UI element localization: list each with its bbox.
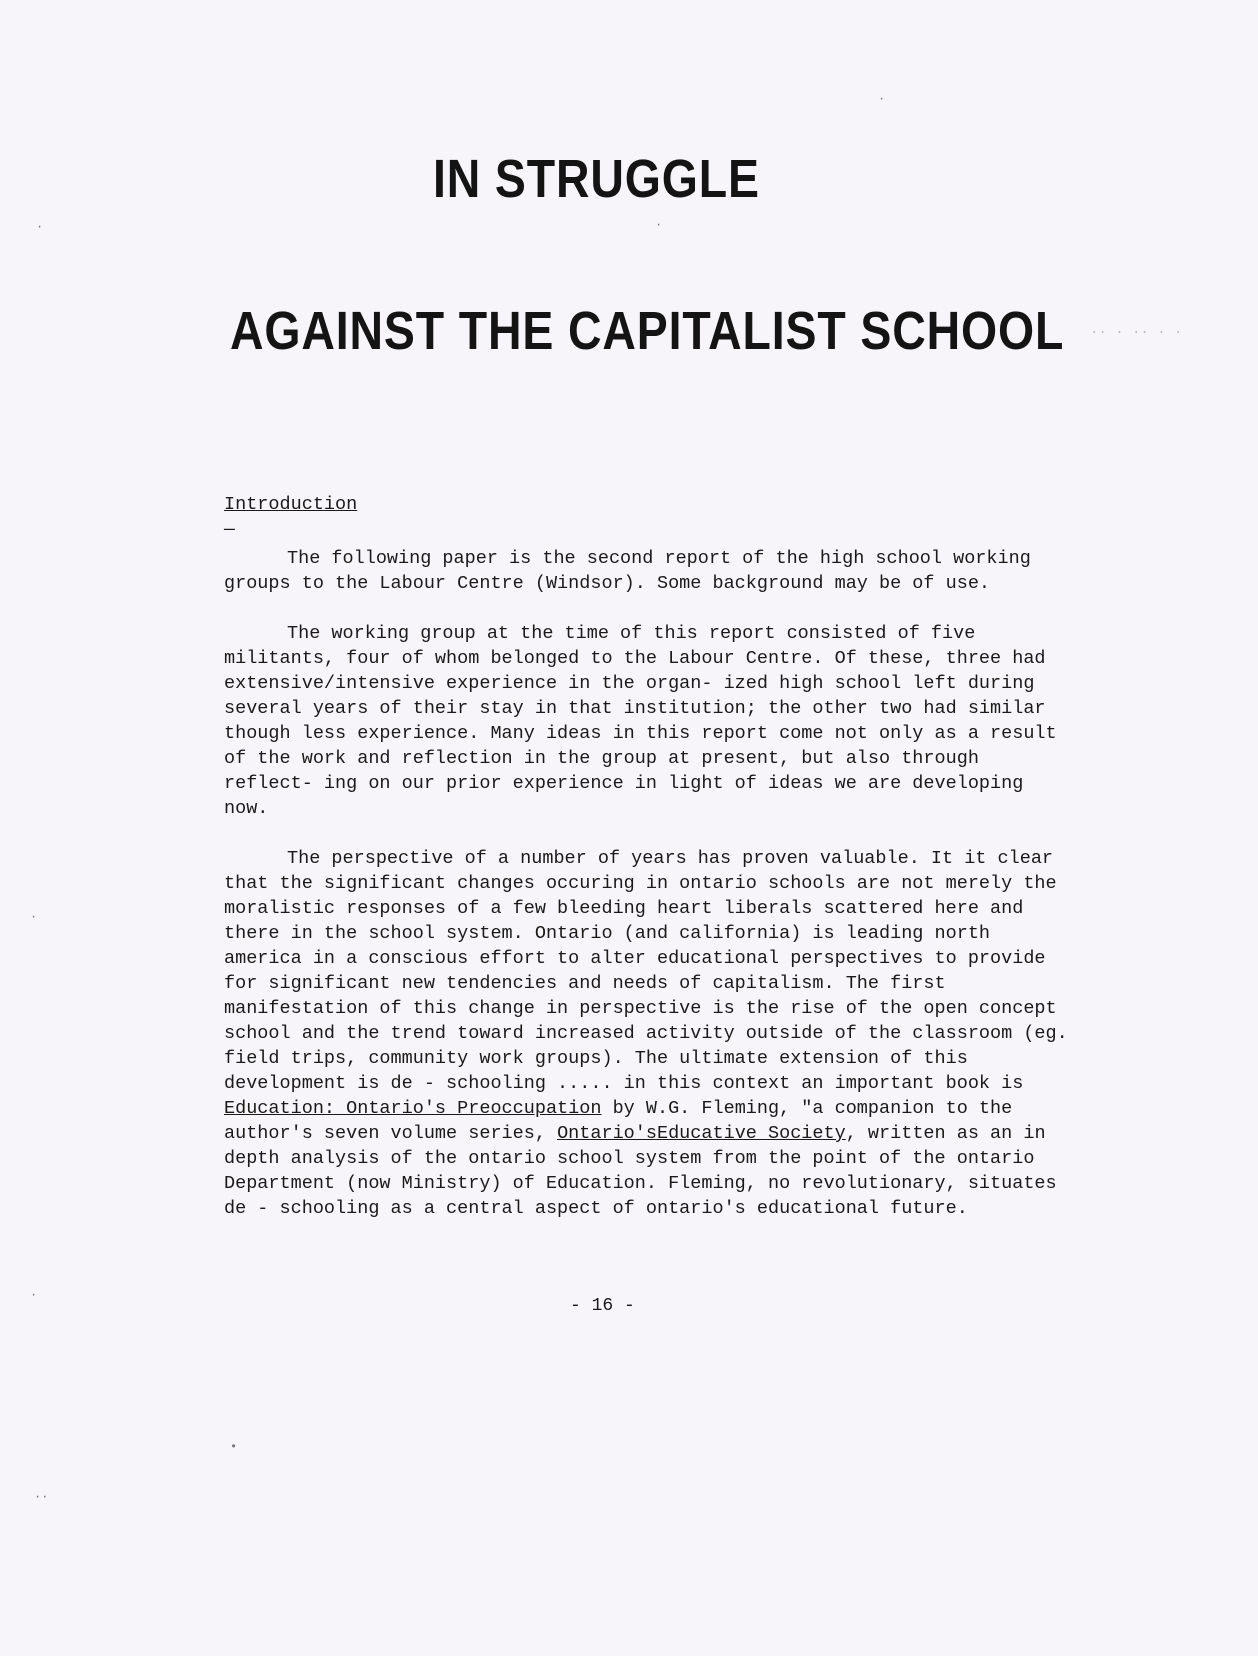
speck: ·· <box>34 1490 49 1504</box>
paragraph-2-text: The working group at the time of this report consisted of five militants, four of whom belonged to the Labour Centre. Of these, three had extensive/intensive experience in the organ- ized high school left during several years of their stay in that institution; the other two had similar though less experience. Many ideas in this report come not only as a result of the work and reflection in the group at present, but also through reflect- ing on our prior experience in light of ideas we are developing now. <box>224 623 1057 819</box>
paragraph-3-text-b: by W.G. Fleming, "a companion to the author's seven volume series, <box>224 1098 1013 1144</box>
paragraph-3-text-a: The perspective of a number of years has proven valuable. It it clear that the significant changes occuring in ontario schools are not merely the moralistic responses of a few bleeding heart liberals scattered here and there in the school system. Ontario (and california) is leading north america in a conscious effort to alter educational perspectives to provide for significant new tendencies and needs of capitalism. The first manifestation of this change in perspective is the rise of the open concept school and the trend toward increased activity outside of the classroom (eg. field trips, community work groups). The ultimate extension of this development is de - schooling ..... in this context an important book is <box>224 848 1068 1094</box>
speck: · <box>878 92 886 106</box>
speck: · <box>655 218 663 232</box>
speck: • <box>230 1440 238 1454</box>
speck: · <box>30 910 38 924</box>
edge-mark: ·· · ·· · · <box>1090 325 1183 341</box>
title-line-2: AGAINST THE CAPITALIST SCHOOL <box>230 301 1065 361</box>
paragraph-1-text: The following paper is the second report of the high school working groups to the Labour Centre (Windsor). Some background may be of use. <box>224 548 1031 594</box>
paragraph-2 <box>224 621 1074 821</box>
book-title-education: Education: Ontario's Preoccupation <box>224 1098 602 1119</box>
paragraph-3-text-c: , written as an in depth analysis of the ontario school system from the point of the ontario Department (now Ministry) of Education. Fleming, no revolutionary, situates de - schooling as a central aspect of ontario's educational future. <box>224 1123 1057 1219</box>
heading-dash: — <box>224 520 235 540</box>
paragraph-3 <box>224 846 1074 1221</box>
speck: · <box>36 220 44 234</box>
body-text <box>224 546 1074 1246</box>
book-title-educative-society: Ontario'sEducative Society <box>557 1123 846 1144</box>
paragraph-1 <box>224 546 1074 596</box>
section-heading: Introduction <box>224 494 358 515</box>
speck: · <box>30 1288 38 1302</box>
title-line-1: IN STRUGGLE <box>433 149 760 209</box>
page-number: - 16 - <box>570 1296 635 1316</box>
